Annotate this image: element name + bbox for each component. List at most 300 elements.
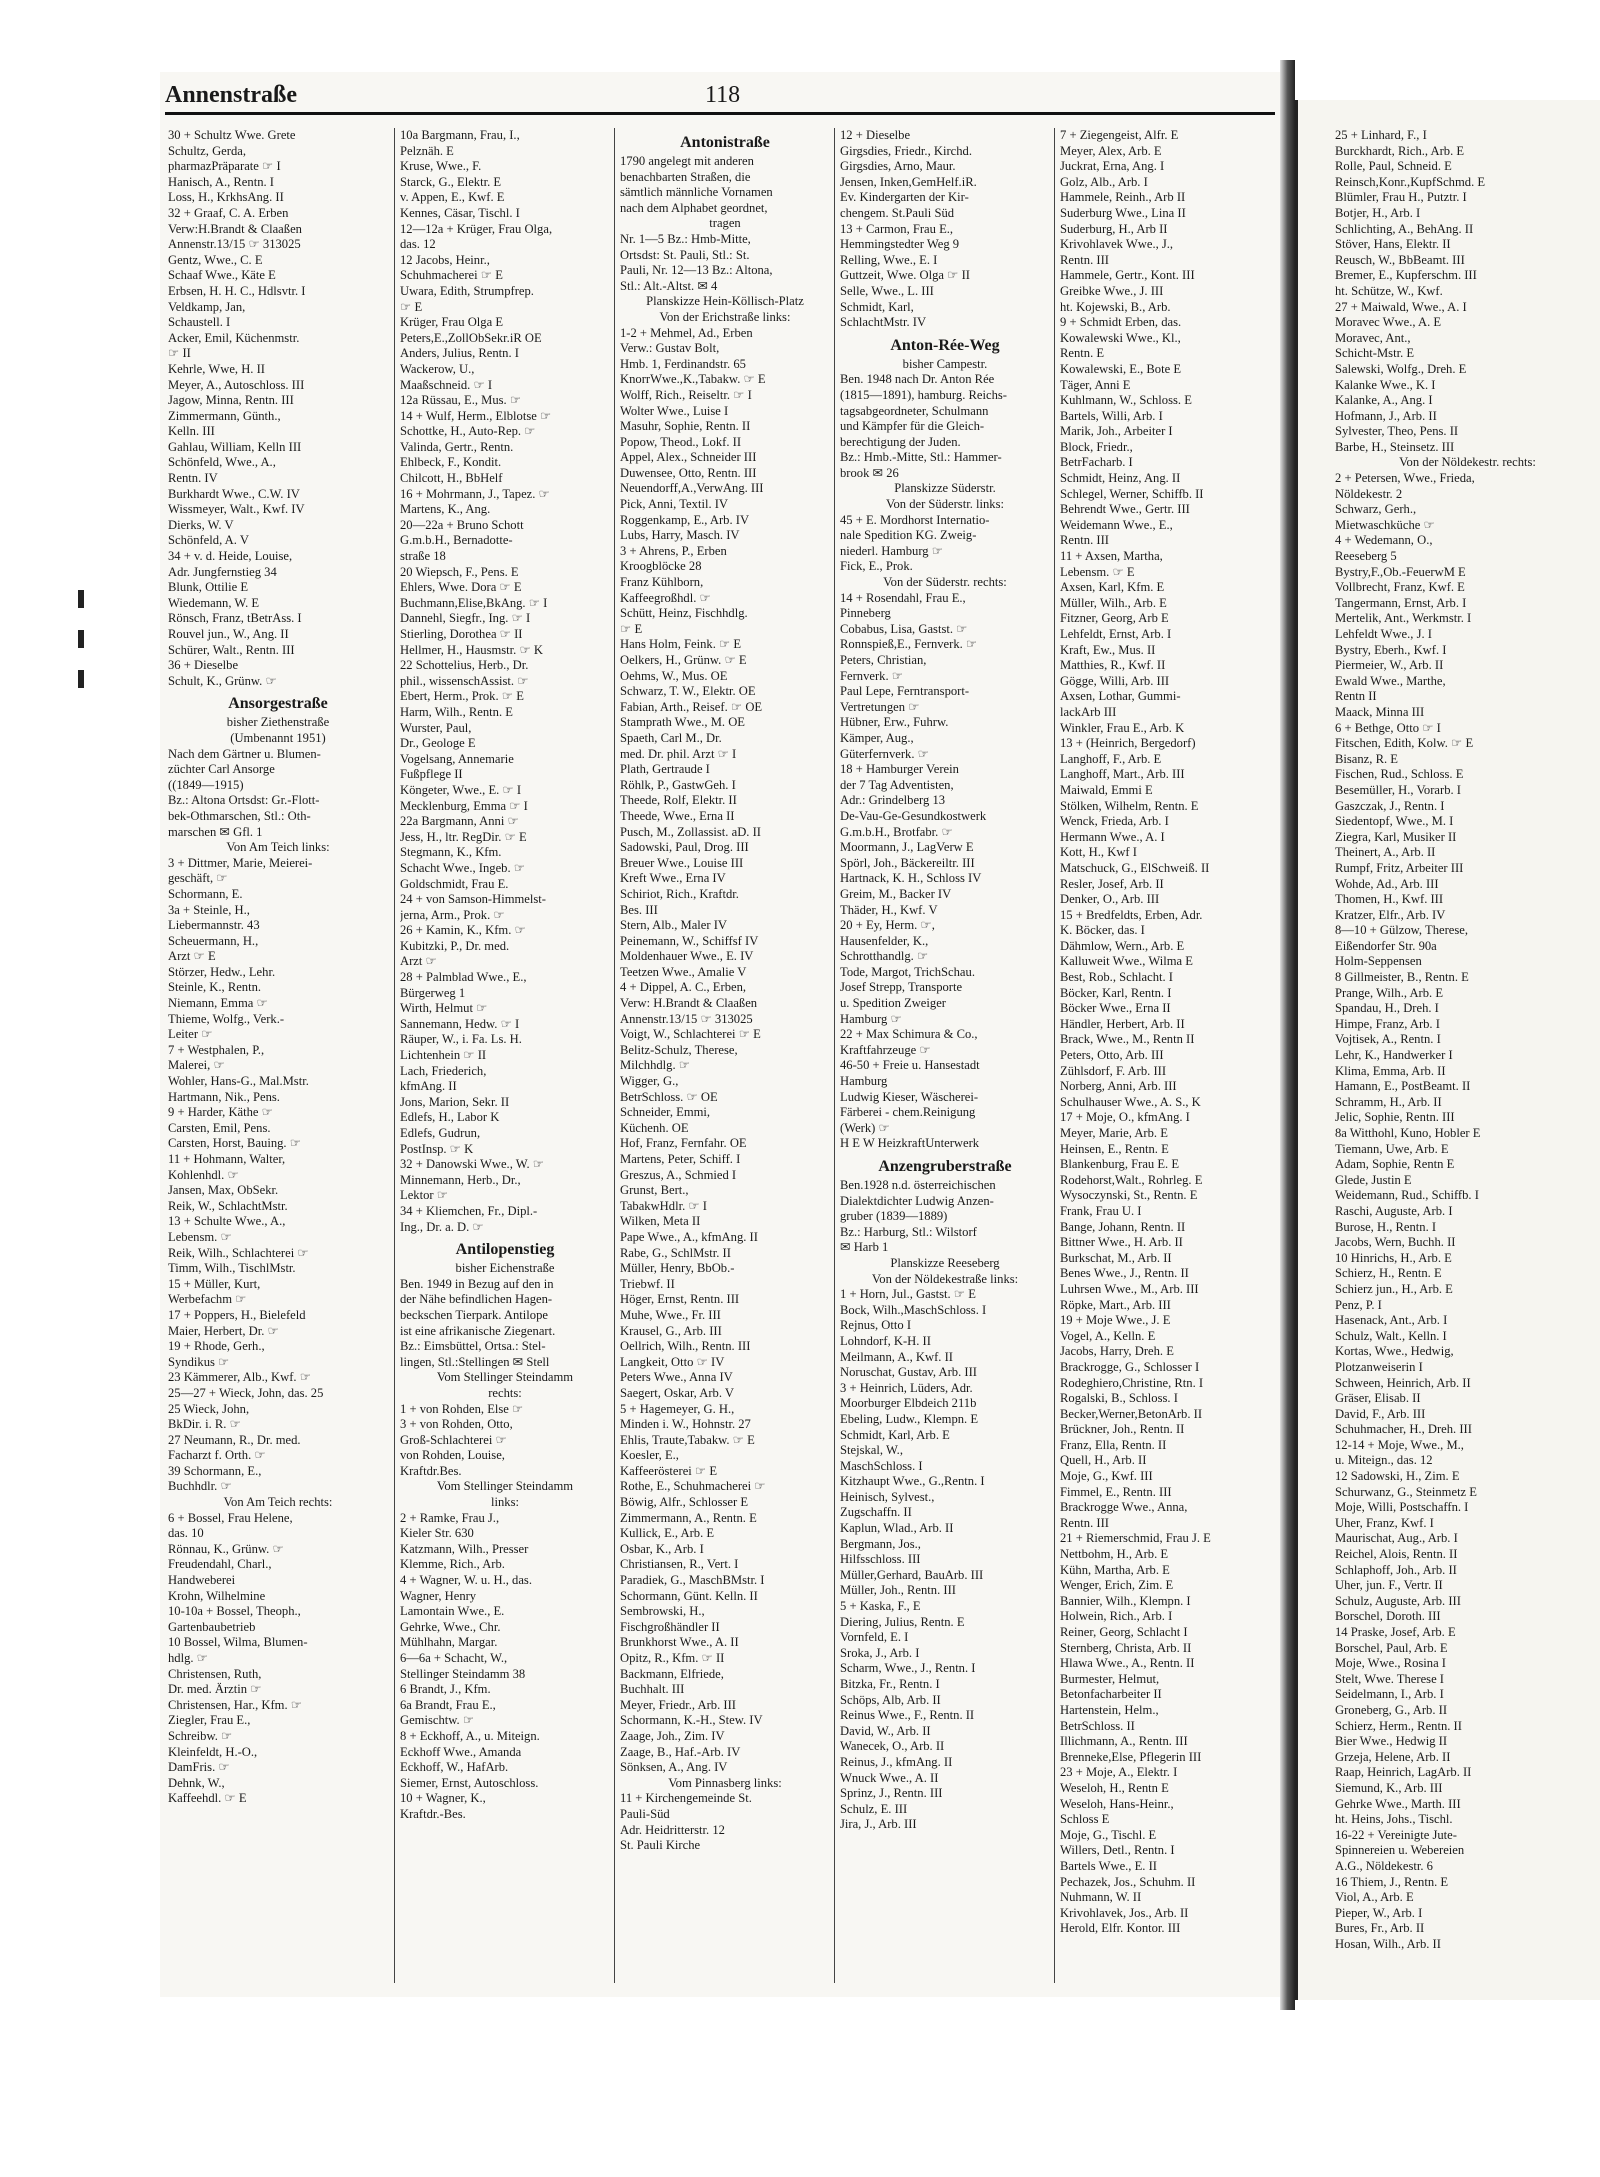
directory-line: Böwig, Alfr., Schlosser E [620, 1495, 749, 1510]
directory-line: 10 Hinrichs, H., Arb. E [1335, 1250, 1452, 1265]
directory-line: Triebwf. II [620, 1276, 675, 1291]
directory-line: Martens, Peter, Schiff. I [620, 1152, 741, 1166]
directory-line: Chilcott, H., BbHelf [400, 471, 503, 486]
directory-line: Starck, G., Elektr. E [400, 174, 502, 189]
directory-line: Verw:H.Brandt & Claaßen [168, 221, 302, 236]
directory-line: Hermann Wwe., A. I [1060, 829, 1165, 844]
directory-line: Bock, Wilh.,MaschSchloss. I [840, 1302, 987, 1317]
street-section-heading: Anton-Rée-Weg [890, 336, 1000, 354]
directory-line: Relling, Wwe., E. I [840, 252, 938, 267]
directory-line: Groneberg, G., Arb. II [1335, 1702, 1448, 1717]
section-subheading: Von der Nöldekestraße links: [871, 1271, 1019, 1286]
column-4 [840, 128, 1050, 1988]
directory-line: ☞ II [168, 346, 191, 361]
directory-line: Plath, Gertraude I [620, 762, 710, 777]
directory-line: 26 + Kamin, K., Kfm. ☞ [400, 923, 526, 938]
directory-line: hdlg. ☞ [168, 1651, 208, 1665]
column-divider [394, 128, 395, 1983]
street-section-heading: Antilopenstieg [455, 1241, 555, 1259]
directory-line: Schicht-Mstr. E [1335, 346, 1415, 361]
directory-line: Hartenstein, Helm., [1060, 1702, 1159, 1717]
directory-line: Christensen, Ruth, [168, 1666, 262, 1681]
directory-line: De-Vau-Ge-Gesundkostwerk [840, 808, 987, 823]
directory-line: Seidelmann, I., Arb. I [1335, 1687, 1444, 1702]
directory-line: Moormann, J., LagVerw E [840, 840, 974, 855]
directory-line: Bittner Wwe., H. Arb. II [1060, 1235, 1183, 1250]
directory-line: Weidemann Wwe., E., [1060, 517, 1173, 532]
directory-line: Appel, Alex., Schneider III [620, 450, 757, 465]
directory-line: Ludwig Kieser, Wäscherei- [840, 1089, 979, 1104]
directory-line: 10 + Wagner, K., [400, 1791, 486, 1806]
directory-line: Wagner, Henry [400, 1588, 477, 1603]
directory-line: Kleinfeldt, H.-O., [168, 1744, 258, 1759]
directory-line: 4 + Wedemann, O., [1335, 533, 1433, 548]
directory-line: Schlegel, Werner, Schiffb. II [1060, 486, 1204, 501]
directory-line: 10a Bargmann, Frau, I., [400, 128, 520, 142]
directory-line: Bitzka, Fr., Rentn. I [840, 1677, 940, 1691]
directory-line: Schlaphoff, Joh., Arb. II [1335, 1562, 1457, 1577]
street-section-heading: Anzengruberstraße [878, 1158, 1012, 1175]
directory-line: Paul Lepe, Ferntransport- [840, 684, 970, 699]
directory-line: Moje, G., Tischl. E [1060, 1827, 1157, 1842]
directory-line: Burose, H., Rentn. I [1335, 1219, 1437, 1234]
directory-line: Ewald Wwe., Marthe, [1335, 673, 1446, 688]
directory-line: Erbsen, H. H. C., Hdlsvtr. I [168, 283, 306, 298]
directory-line: Adr.: Grindelberg 13 [840, 793, 946, 808]
directory-line: Nuhmann, W. II [1060, 1890, 1142, 1905]
directory-line: 6—6a + Schacht, W., [400, 1651, 508, 1665]
directory-line: benachbarten Straßen, die [620, 169, 751, 184]
directory-line: Timm, Wilh., TischlMstr. [168, 1261, 296, 1276]
directory-line: Blunk, Ottilie E [168, 580, 249, 595]
directory-line: 9 + Schmidt Erben, das. [1060, 315, 1182, 330]
directory-line: 3 + Dittmer, Marie, Meierei- [168, 855, 313, 870]
directory-line: 3 + Heinrich, Lüders, Adr. [840, 1380, 973, 1395]
directory-line: 12-14 + Moje, Wwe., M., [1335, 1437, 1464, 1452]
directory-line: Pinneberg [840, 606, 891, 621]
directory-line: Brenneke,Else, Pflegerin III [1060, 1749, 1202, 1764]
directory-line: 8 + Eckhoff, A., u. Miteign. [400, 1728, 540, 1743]
directory-line: Krüger, Frau Olga E [400, 315, 504, 330]
directory-line: Sannemann, Hedw. ☞ I [400, 1016, 520, 1031]
directory-line: Stellinger Steindamm 38 [400, 1666, 526, 1681]
directory-line: tagsabgeordneter, Schulmann [840, 403, 989, 418]
directory-line: Franz Kühlborn, [620, 575, 704, 590]
directory-line: Störzer, Hedw., Lehr. [168, 964, 276, 979]
directory-line: Herold, Elfr. Kontor. III [1060, 1921, 1181, 1936]
directory-line: Schult, K., Grünw. ☞ [168, 673, 277, 688]
section-subheading: Planskizze Hein-Köllisch-Platz [646, 294, 804, 309]
directory-line: Rouvel jun., W., Ang. II [168, 627, 289, 641]
directory-line: Matschuck, G., ElSchweiß. II [1060, 860, 1210, 875]
directory-line: 30 + Schultz Wwe. Grete [168, 128, 296, 142]
directory-line: Dialektdichter Ludwig Anzen- [840, 1193, 994, 1208]
directory-line: Schottke, H., Auto-Rep. ☞ [400, 424, 536, 439]
directory-line: Groß-Schlachterei ☞ [400, 1432, 507, 1447]
directory-line: 17 + Moje, O., kfmAng. I [1060, 1110, 1190, 1125]
directory-line: 16-22 + Vereinigte Jute- [1335, 1827, 1457, 1842]
directory-line: Ehlers, Wwe. Dora ☞ E [400, 580, 522, 595]
directory-line: med. Dr. phil. Arzt ☞ I [620, 746, 737, 761]
directory-line: Müller, Henry, BbOb.- [620, 1261, 735, 1276]
directory-line: Jansen, Max, ObSekr. [168, 1183, 279, 1198]
directory-line: Piermeier, W., Arb. II [1335, 658, 1444, 673]
directory-line: 1 + Horn, Jul., Gastst. ☞ E [840, 1287, 976, 1302]
directory-line: Illichmann, A., Rentn. III [1060, 1734, 1188, 1749]
directory-line: 11 + Kirchengemeinde St. [620, 1791, 752, 1806]
directory-line: Lehfeldt Wwe., J. I [1335, 627, 1432, 641]
directory-line: Schloss E [1060, 1812, 1110, 1827]
directory-line: Peters, Christian, [840, 653, 927, 667]
directory-line: Eckhoff Wwe., Amanda [400, 1744, 522, 1759]
directory-line: Gentz, Wwe., C. E [168, 252, 263, 267]
directory-line: Rodehorst,Walt., Rohrleg. E [1060, 1172, 1203, 1187]
directory-line: BkDir. i. R. ☞ [168, 1417, 241, 1432]
directory-line: Pauli, Nr. 12—13 Bz.: Altona, [620, 263, 773, 278]
directory-line: 25—27 + Wieck, John, das. 25 [168, 1385, 324, 1400]
directory-line: Burkhardt Wwe., C.W. IV [168, 486, 300, 501]
directory-line: Rentn. IV [168, 471, 218, 486]
directory-line: K. Böcker, das. I [1060, 923, 1145, 938]
directory-line: Röhlk, P., GastwGeh. I [620, 777, 736, 792]
directory-line: 4 + Wagner, W. u. H., das. [400, 1573, 532, 1588]
directory-line: Verw.: Gustav Bolt, [620, 341, 720, 356]
directory-line: 6 Brandt, J., Kfm. [400, 1682, 491, 1697]
directory-line: Raschi, Auguste, Arb. I [1335, 1203, 1453, 1218]
directory-line: Arzt ☞ [400, 954, 437, 969]
directory-line: Rentn II [1335, 689, 1377, 704]
directory-line: Wolter Wwe., Luise I [620, 403, 729, 418]
directory-line: Suderburg Wwe., Lina II [1060, 205, 1186, 220]
directory-line: Rabe, G., SchlMstr. II [620, 1245, 731, 1260]
directory-line: chengem. St.Pauli Süd [840, 205, 955, 220]
directory-line: Weseloh, Hans-Heinr., [1060, 1796, 1174, 1811]
directory-line: Brack, Wwe., M., Rentn II [1060, 1032, 1195, 1047]
directory-line: TabakwHdlr. ☞ I [620, 1198, 707, 1213]
directory-line: Noruschat, Gustav, Arb. III [840, 1365, 977, 1380]
directory-line: Reiner, Georg, Schlacht I [1060, 1625, 1188, 1639]
directory-line: Pick, Anni, Textil. IV [620, 497, 729, 512]
directory-line: Koesler, E., [620, 1448, 679, 1463]
directory-line: 16 + Mohrmann, J., Tapez. ☞ [400, 486, 550, 501]
directory-line: Vollbrecht, Franz, Kwf. E [1335, 580, 1465, 595]
directory-line: Kubitzki, P., Dr. med. [400, 938, 510, 953]
directory-line: Stierling, Dorothea ☞ II [400, 627, 523, 641]
directory-line: Kennes, Cäsar, Tischl. I [400, 205, 520, 220]
directory-line: St. Pauli Kirche [620, 1838, 701, 1853]
directory-line: Peters,E.,ZollObSekr.iR OE [400, 330, 542, 345]
directory-line: Hübner, Erw., Fuhrw. [840, 715, 949, 730]
directory-line: Uwara, Edith, Strumpfrep. [400, 283, 534, 298]
directory-line: Besemüller, H., Vorarb. I [1335, 782, 1461, 797]
directory-line: Minden i. W., Hohnstr. 27 [620, 1417, 751, 1432]
directory-line: Schiriot, Rich., Kraftdr. [620, 886, 739, 901]
directory-line: Suderburg, H., Arb II [1060, 221, 1168, 236]
directory-line: Stegmann, K., Kfm. [400, 845, 502, 860]
directory-line: pharmazPräparate ☞ I [168, 159, 281, 174]
page-number: 118 [705, 82, 741, 108]
directory-line: 12—12a + Krüger, Frau Olga, [400, 221, 553, 236]
directory-line: Veldkamp, Jan, [168, 299, 246, 314]
directory-line: Josef Strepp, Transporte [840, 980, 963, 995]
directory-line: 15 + Müller, Kurt, [168, 1276, 261, 1291]
directory-line: Bergmann, Jos., [840, 1536, 921, 1551]
directory-line: geschäft, ☞ [168, 871, 228, 886]
directory-line: Duwensee, Otto, Rentn. III [620, 465, 757, 480]
edge-mark [78, 670, 84, 688]
directory-line: Ortsdst: St. Pauli, Stl.: St. [620, 247, 750, 262]
directory-line: Hasenack, Ant., Arb. I [1335, 1313, 1448, 1328]
directory-line: Gögge, Willi, Arb. III [1060, 673, 1170, 688]
directory-line: Pelznäh. E [400, 143, 454, 158]
directory-line: Voigt, W., Schlachterei ☞ E [620, 1027, 761, 1042]
directory-line: Fernverk. ☞ [840, 668, 904, 683]
directory-line: Sembrowski, H., [620, 1604, 705, 1619]
directory-line: Adr. Jungfernstieg 34 [168, 564, 277, 579]
directory-line: Schacht Wwe., Ingeb. ☞ [400, 860, 526, 875]
edge-markers [78, 590, 84, 710]
directory-line: Burmester, Helmut, [1060, 1671, 1160, 1686]
directory-line: Schierz, H., Rentn. E [1335, 1266, 1442, 1281]
directory-line: Wanecek, O., Arb. II [840, 1739, 945, 1754]
directory-line: Axsen, Lothar, Gummi- [1060, 689, 1181, 704]
directory-line: Ronnspieß,E., Fernverk. ☞ [840, 637, 978, 652]
directory-line: Block, Friedr., [1060, 439, 1133, 454]
directory-line: Katzmann, Wilh., Presser [400, 1541, 529, 1556]
directory-line: Spandau, H., Dreh. I [1335, 1001, 1439, 1016]
directory-line: 28 + Palmblad Wwe., E., [400, 970, 527, 985]
directory-line: Reusch, W., BbBeamt. III [1335, 252, 1465, 267]
section-subheading: Planskizze Reeseberg [890, 1255, 1000, 1270]
directory-line: Wenck, Frieda, Arb. I [1060, 814, 1169, 829]
directory-line: Küchenh. OE [620, 1120, 689, 1135]
column-divider [614, 128, 615, 1983]
directory-line: Mühlhahn, Margar. [400, 1635, 498, 1650]
directory-line: Höger, Ernst, Rentn. III [620, 1292, 740, 1307]
directory-line: Oellrich, Wilh., Rentn. III [620, 1339, 751, 1354]
directory-line: 22 Schottelius, Herb., Dr. [400, 658, 529, 673]
directory-line: Annenstr.13/15 ☞ 313025 [168, 237, 301, 252]
directory-line: Schwarz, Gerh., [1335, 502, 1417, 517]
section-subheading: rechts: [488, 1385, 522, 1400]
directory-line: Annenstr.13/15 ☞ 313025 [620, 1011, 753, 1026]
directory-line: Raap, Heinrich, LagArb. II [1335, 1765, 1472, 1780]
directory-line: Jacobs, Wern, Buchh. II [1335, 1235, 1456, 1250]
directory-line: Bz.: Hmb.-Mitte, Stl.: Hammer- [840, 450, 1002, 465]
directory-line: Zimmermann, A., Rentn. E [620, 1510, 757, 1525]
directory-line: Denker, O., Arb. III [1060, 892, 1160, 907]
directory-line: jerna, Arm., Prok. ☞ [400, 907, 505, 922]
directory-line: züchter Carl Ansorge [168, 762, 275, 777]
directory-line: Böcker, Karl, Rentn. I [1060, 985, 1172, 1000]
directory-line: Hmb. 1, Ferdinandstr. 65 [620, 356, 746, 371]
directory-line: Böcker Wwe., Erna II [1060, 1001, 1171, 1016]
directory-line: ((1849—1915) [168, 777, 244, 792]
directory-line: Röpke, Mart., Arb. III [1060, 1297, 1171, 1312]
directory-line: BetrFacharb. I [1060, 455, 1133, 470]
directory-line: Buchhalt. III [620, 1682, 685, 1697]
directory-line: Greibke Wwe., J. III [1060, 283, 1164, 298]
directory-line: Kraftdr.-Bes. [400, 1806, 466, 1821]
directory-line: 1-2 + Mehmel, Ad., Erben [620, 325, 753, 340]
directory-line: Wackerow, U., [400, 361, 475, 376]
directory-line: Juckrat, Erna, Ang. I [1060, 159, 1165, 174]
directory-line: 32 + Danowski Wwe., W. ☞ [400, 1157, 545, 1172]
directory-line: gruber (1839—1889) [840, 1209, 948, 1224]
directory-line: Thomen, H., Kwf. III [1335, 892, 1444, 907]
directory-line: Schmidt, Karl, Arb. E [840, 1427, 950, 1442]
directory-line: Rejnus, Otto I [840, 1318, 912, 1333]
directory-line: Holm-Seppensen [1335, 954, 1422, 969]
directory-line: Benes Wwe., J., Rentn. II [1060, 1266, 1189, 1281]
directory-line: MaschSchloss. I [840, 1458, 923, 1473]
directory-line: Dähmlow, Wern., Arb. E [1060, 938, 1185, 953]
directory-line: Kalanke Wwe., K. I [1335, 377, 1436, 392]
directory-line: 6 + Bethge, Otto ☞ I [1335, 720, 1441, 735]
directory-line: Salewski, Wolfg., Dreh. E [1335, 361, 1467, 376]
directory-line: Spaeth, Carl M., Dr. [620, 730, 722, 745]
directory-line: berechtigung der Juden. [840, 434, 961, 449]
directory-line: 12a Rüssau, E., Mus. ☞ [400, 393, 522, 408]
directory-line: Wirth, Helmut ☞ [400, 1001, 488, 1016]
section-subheading: Vom Pinnasberg links: [668, 1775, 782, 1790]
directory-line: Scheuermann, H., [168, 933, 259, 948]
directory-line: Kohlenhdl. ☞ [168, 1167, 239, 1182]
directory-line: Schramm, H., Arb. II [1335, 1094, 1442, 1109]
directory-line: 7 + Ziegengeist, Alfr. E [1060, 128, 1179, 142]
directory-line: Wenger, Erich, Zim. E [1060, 1578, 1174, 1593]
directory-line: Krausel, G., Arb. III [620, 1323, 722, 1338]
section-subheading: Von Am Teich links: [226, 840, 330, 855]
section-subheading: Planskizze Süderstr. [894, 481, 996, 496]
directory-line: Uher, jun. F., Vertr. II [1335, 1578, 1443, 1593]
directory-line: Bz.: Harburg, Stl.: Wilstorf [840, 1224, 977, 1239]
directory-line: Christensen, Har., Kfm. ☞ [168, 1697, 303, 1712]
directory-line: Lohndorf, K-H. II [840, 1333, 931, 1348]
directory-line: Backmann, Elfriede, [620, 1666, 724, 1681]
directory-line: ht. Schütze, W., Kwf. [1335, 283, 1443, 298]
directory-line: Kraftfahrzeuge ☞ [840, 1042, 931, 1057]
directory-line: Ebert, Herm., Prok. ☞ E [400, 689, 524, 704]
directory-line: Fick, E., Prok. [840, 559, 913, 574]
directory-line: Nr. 1—5 Bz.: Hmb-Mitte, [620, 231, 751, 246]
directory-line: Müller, Wilh., Arb. E [1060, 595, 1167, 610]
directory-line: Zaage, Joh., Zim. IV [620, 1728, 725, 1743]
directory-line: Stöver, Hans, Elektr. II [1335, 237, 1451, 252]
directory-line: Borschel, Paul, Arb. E [1335, 1640, 1448, 1655]
directory-line: Siedentopf, Wwe., M. I [1335, 814, 1454, 829]
directory-line: Glede, Justin E [1335, 1172, 1412, 1187]
directory-line: Schlichting, A., BehAng. II [1335, 221, 1474, 236]
directory-line: Schmidt, Heinz, Ang. II [1060, 471, 1181, 486]
directory-line: 34 + v. d. Heide, Louise, [168, 549, 293, 564]
directory-line: das. 10 [168, 1526, 204, 1541]
directory-line: Resler, Josef, Arb. II [1060, 876, 1164, 891]
directory-line: Betonfacharbeiter II [1060, 1687, 1162, 1702]
directory-line: Theinert, A., Arb. II [1335, 845, 1436, 860]
directory-line: Kitzhaupt Wwe., G.,Rentn. I [840, 1474, 985, 1489]
directory-line: Reinus Wwe., F., Rentn. II [840, 1708, 975, 1723]
directory-line: nale Spedition KG. Zweig- [840, 528, 977, 543]
directory-line: Theede, Wwe., Erna II [620, 808, 735, 823]
directory-line: Kowalewski, E., Bote E [1060, 361, 1182, 376]
directory-line: Krohn, Wilhelmine [168, 1588, 266, 1603]
directory-line: KnorrWwe.,K.,Tabakw. ☞ E [620, 372, 766, 387]
directory-line: Nettbohm, H., Arb. E [1060, 1547, 1169, 1562]
directory-line: Räuper, W., i. Fa. Ls. H. [400, 1032, 522, 1047]
directory-line: Stl.: Alt.-Altst. ✉ 4 [620, 278, 718, 293]
directory-line: Reik, W., SchlachtMstr. [168, 1198, 288, 1213]
directory-line: Kühn, Martha, Arb. E [1060, 1562, 1170, 1577]
directory-line: Kaplun, Wlad., Arb. II [840, 1521, 954, 1536]
directory-line: Winkler, Frau E., Arb. K [1060, 720, 1185, 735]
directory-line: Becker,Werner,BetonArb. II [1060, 1406, 1203, 1421]
directory-line: Viol, A., Arb. E [1335, 1890, 1414, 1905]
directory-line: Tode, Margot, TrichSchau. [840, 964, 975, 979]
directory-line: Ev. Kindergarten der Kir- [840, 190, 969, 205]
directory-line: Peters Wwe., Anna IV [620, 1370, 733, 1385]
facing-page-column [1335, 128, 1600, 1988]
directory-line: Schütt, Heinz, Fischhdlg. [620, 606, 748, 621]
directory-line: Theede, Rolf, Elektr. II [620, 793, 737, 808]
directory-line: Loss, H., KrkhsAng. II [168, 190, 284, 205]
directory-line: niederl. Hamburg ☞ [840, 543, 944, 558]
directory-line: Oelkers, H., Grünw. ☞ E [620, 653, 747, 667]
directory-line: 46-50 + Freie u. Hansestadt [840, 1058, 980, 1073]
directory-line: Lach, Friederich, [400, 1063, 487, 1078]
directory-line: Moje, G., Kwf. III [1060, 1469, 1153, 1484]
directory-line: Peinemann, W., Schiffsf IV [620, 933, 759, 948]
directory-line: Dr. med. Ärztin ☞ [168, 1682, 262, 1697]
directory-line: Pusch, M., Zollassist. aD. II [620, 824, 761, 839]
directory-line: 3 + Ahrens, P., Erben [620, 543, 727, 558]
directory-line: Masuhr, Sophie, Rentn. II [620, 419, 751, 434]
directory-line: Reinus, J., kfmAng. II [840, 1754, 953, 1769]
directory-line: 12 Sadowski, H., Zim. E [1335, 1469, 1460, 1484]
directory-line: Bz.: Eimsbüttel, Ortsa.: Stel- [400, 1339, 546, 1354]
directory-line: Sadowski, Paul, Drog. III [620, 840, 749, 855]
directory-line: 32 + Graaf, C. A. Erben [168, 205, 289, 220]
directory-line: lingen, Stl.:Stellingen ✉ Stell [400, 1354, 550, 1369]
street-section-heading: Antonistraße [680, 134, 770, 151]
directory-line: 8a Witthohl, Kuno, Hobler E [1335, 1126, 1481, 1140]
directory-line: Himpe, Franz, Arb. I [1335, 1016, 1440, 1031]
directory-line: Peters, Otto, Arb. III [1060, 1048, 1164, 1063]
directory-line: 14 Praske, Josef, Arb. E [1335, 1625, 1456, 1639]
directory-line: Meyer, Friedr., Arb. III [620, 1697, 736, 1712]
directory-line: Blümler, Frau H., Putztr. I [1335, 190, 1467, 205]
directory-line: Kuhlmann, W., Schloss. E [1060, 393, 1192, 408]
directory-line: Ben.1928 n.d. österreichischen [840, 1178, 996, 1192]
directory-line: SchlachtMstr. IV [840, 315, 927, 330]
section-subheading: Von Am Teich rechts: [223, 1495, 333, 1510]
directory-line: Acker, Emil, Küchenmstr. [168, 330, 300, 345]
directory-line: Hamburg ☞ [840, 1011, 902, 1026]
directory-line: Osbar, K., Arb. I [620, 1541, 704, 1556]
directory-line: 5 + Hagemeyer, G. H., [620, 1401, 735, 1416]
directory-line: der Nähe befindlichen Hagen- [400, 1292, 553, 1307]
directory-line: Gehrke Wwe., Marth. III [1335, 1796, 1461, 1811]
directory-line: Wysoczynski, St., Rentn. E [1060, 1188, 1198, 1203]
directory-line: 23 Kämmerer, Alb., Kwf. ☞ [168, 1370, 311, 1385]
directory-line: brook ✉ 26 [840, 465, 899, 480]
directory-line: Malerei, ☞ [168, 1058, 225, 1073]
directory-line: Händler, Herbert, Arb. II [1060, 1016, 1185, 1031]
directory-line: Kroogblöcke 28 [620, 559, 702, 574]
directory-line: Ing., Dr. a. D. ☞ [400, 1219, 484, 1234]
directory-line: Lektor ☞ [400, 1188, 449, 1203]
directory-line: Greim, M., Backer IV [840, 886, 952, 901]
